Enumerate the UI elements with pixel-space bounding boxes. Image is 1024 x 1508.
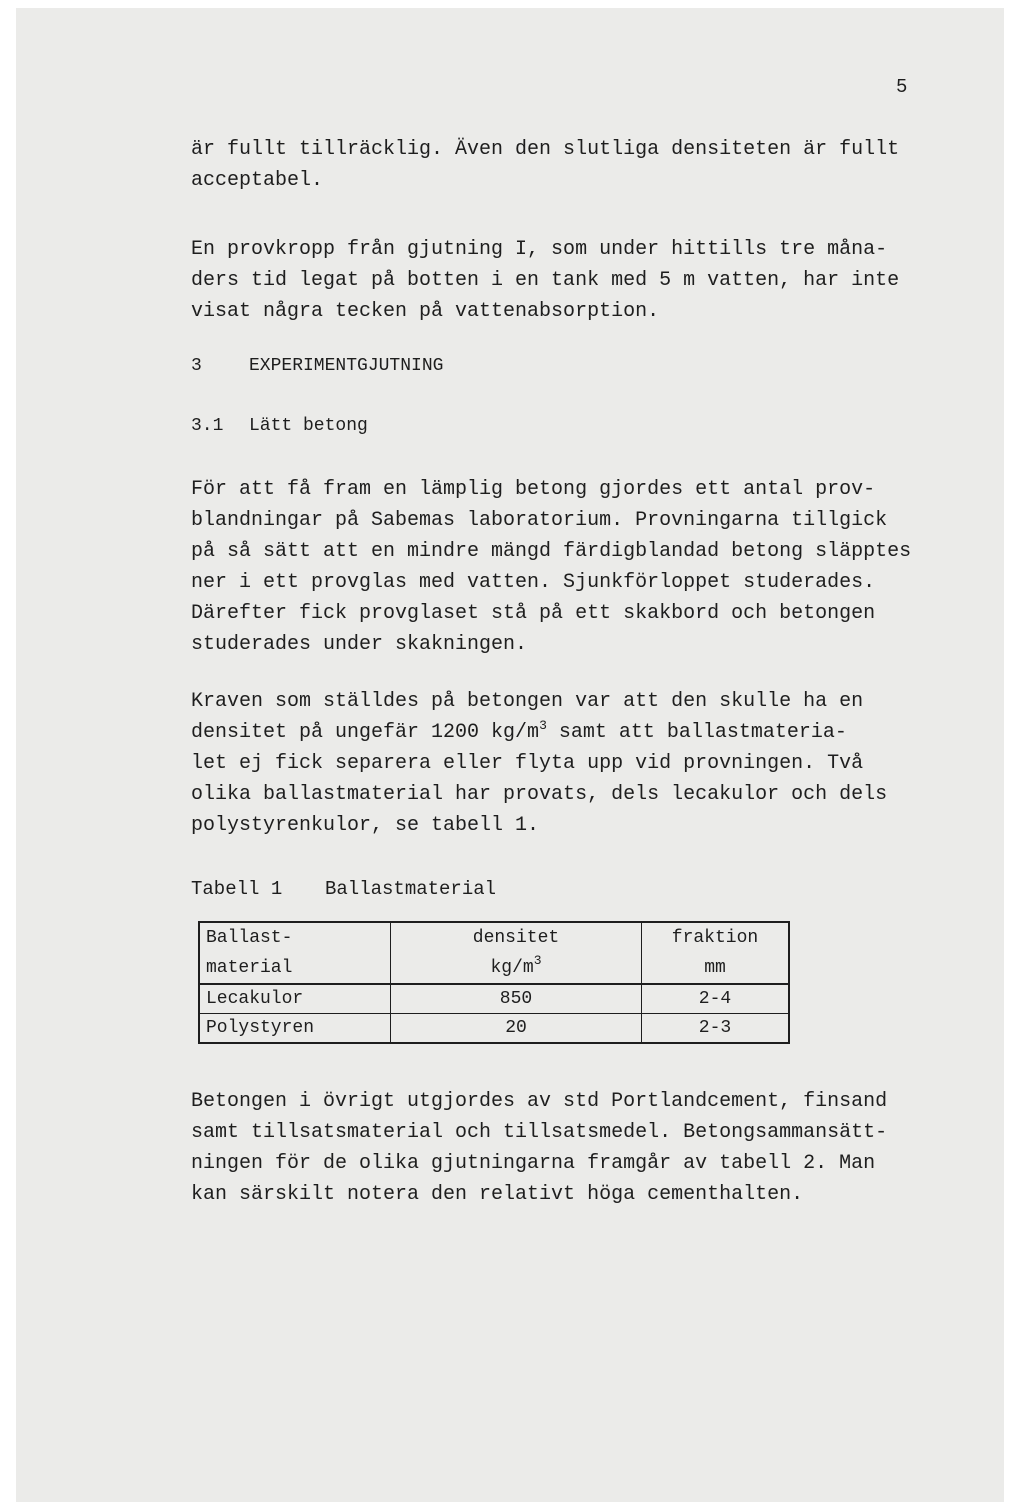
cell-density: 20 bbox=[391, 1014, 642, 1044]
subsection-heading bbox=[191, 414, 368, 438]
text-line: En provkropp från gjutning I, som under hittills tre måna- bbox=[191, 238, 888, 261]
page-number: 5 bbox=[896, 76, 908, 98]
text-line: blandningar på Sabemas laboratorium. Provningarna tillgick bbox=[191, 509, 888, 532]
header-text: kg/m bbox=[490, 958, 534, 978]
text-line: samt tillsatsmaterial och tillsatsmedel. Betongsammansätt- bbox=[191, 1121, 888, 1144]
cell-density: 850 bbox=[391, 984, 642, 1014]
text-line: Kraven som ställdes på betongen var att den skulle ha en bbox=[191, 690, 864, 713]
header-density bbox=[391, 922, 642, 984]
text-line: Därefter fick provglaset stå på ett skakbord och betongen bbox=[191, 602, 876, 625]
text-line: acceptabel. bbox=[191, 169, 324, 192]
subsection-title: Lätt betong bbox=[249, 416, 368, 436]
intro-paragraph-1 bbox=[191, 134, 899, 196]
table-row bbox=[199, 1014, 789, 1044]
table-caption bbox=[191, 876, 496, 902]
table-row bbox=[199, 984, 789, 1014]
text-line: Betongen i övrigt utgjordes av std Portlandcement, finsand bbox=[191, 1090, 888, 1113]
text-segment: densitet på ungefär 1200 kg/m bbox=[191, 721, 540, 744]
body-paragraph-1 bbox=[191, 474, 911, 660]
section-title: EXPERIMENTGJUTNING bbox=[249, 356, 444, 376]
cell-material: Lecakulor bbox=[199, 984, 391, 1014]
cell-fraction: 2-4 bbox=[642, 984, 790, 1014]
table-header-row bbox=[199, 922, 789, 984]
text-line: är fullt tillräcklig. Även den slutliga densiteten är fullt bbox=[191, 138, 900, 161]
document-page bbox=[16, 8, 1004, 1502]
header-text: Ballast- bbox=[206, 928, 293, 948]
subsection-number: 3.1 bbox=[191, 416, 224, 436]
superscript: 3 bbox=[539, 718, 547, 733]
text-line: ders tid legat på botten i en tank med 5 m vatten, har inte bbox=[191, 269, 900, 292]
header-text: densitet bbox=[472, 928, 560, 948]
header-unit bbox=[397, 953, 635, 983]
text-line: kan särskilt notera den relativt höga cementhalten. bbox=[191, 1183, 804, 1206]
cell-material: Polystyren bbox=[199, 1014, 391, 1044]
header-fraction bbox=[642, 922, 790, 984]
text-line: För att få fram en lämplig betong gjordes ett antal prov- bbox=[191, 478, 876, 501]
text-line: ner i ett provglas med vatten. Sjunkförloppet studerades. bbox=[191, 571, 876, 594]
text-line: ningen för de olika gjutningarna framgår av tabell 2. Man bbox=[191, 1152, 876, 1175]
closing-paragraph bbox=[191, 1086, 887, 1210]
cell-fraction: 2-3 bbox=[642, 1014, 790, 1044]
ballast-material-table bbox=[198, 921, 790, 1044]
body-paragraph-2 bbox=[191, 686, 887, 841]
text-line: polystyrenkulor, se tabell 1. bbox=[191, 814, 540, 837]
header-text: material bbox=[206, 958, 293, 978]
table-caption-title: Ballastmaterial bbox=[325, 878, 497, 900]
text-line: visat några tecken på vattenabsorption. bbox=[191, 300, 660, 323]
text-segment: samt att ballastmateria- bbox=[546, 721, 847, 744]
header-material bbox=[199, 922, 391, 984]
intro-paragraph-2 bbox=[191, 234, 899, 327]
text-line: på så sätt att en mindre mängd färdigblandad betong släpptes bbox=[191, 540, 912, 563]
table-caption-number: Tabell 1 bbox=[191, 878, 283, 900]
text-line: studerades under skakningen. bbox=[191, 633, 528, 656]
header-text: mm bbox=[704, 958, 726, 978]
section-number: 3 bbox=[191, 356, 202, 376]
header-text: fraktion bbox=[671, 928, 759, 948]
superscript: 3 bbox=[533, 953, 542, 968]
text-line: let ej fick separera eller flyta upp vid provningen. Två bbox=[191, 752, 864, 775]
text-line bbox=[191, 717, 887, 748]
section-heading bbox=[191, 354, 443, 378]
text-line: olika ballastmaterial har provats, dels lecakulor och dels bbox=[191, 783, 888, 806]
